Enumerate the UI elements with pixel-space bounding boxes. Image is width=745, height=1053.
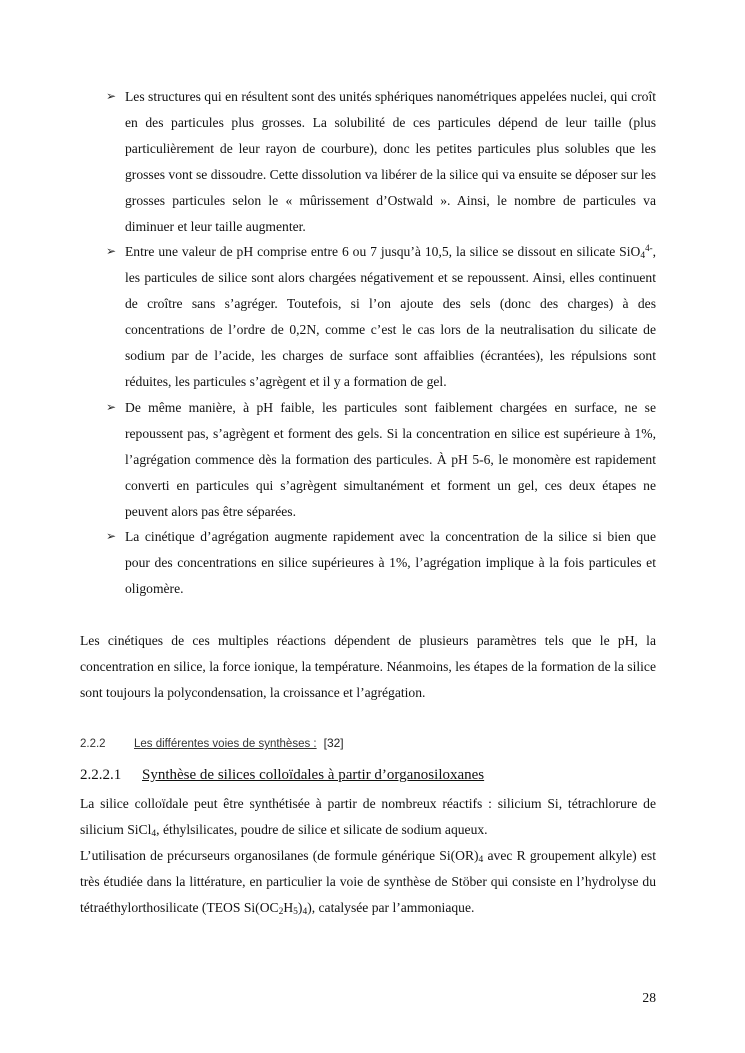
- section-number: 2.2.2: [80, 738, 106, 750]
- subscript: 4: [302, 906, 308, 917]
- list-item: [80, 84, 656, 239]
- subsection-heading-2-2-2-1: [80, 767, 484, 784]
- text-fragment: ), catalysée par l’ammoniaque.: [307, 899, 475, 915]
- subsection-number: 2.2.2.1: [80, 767, 122, 783]
- bullet-text-start: Entre une valeur de pH comprise entre 6 ou 7 jusqu’à 10,5, la silice se dissout en silicate SiO: [125, 244, 641, 260]
- arrow-bullet-icon: ➢: [106, 89, 117, 103]
- text-fragment: La silice colloïdale peut être synthétisée à partir de nombreux réactifs : silicium Si, tétrachlorure de silicium SiCl: [80, 796, 656, 837]
- subscript: 5: [293, 906, 298, 917]
- subscript: 2: [278, 906, 284, 917]
- list-item: [80, 395, 656, 525]
- list-item: [80, 524, 656, 602]
- arrow-bullet-icon: ➢: [106, 399, 117, 414]
- bullet-text: Les structures qui en résultent sont des unités sphériques nanométriques appelées nuclei, qui croît en des particules plus grosses. La solubilité de ces particules dépend de leur taille (plus particulièrement de leur rayon de courbure), donc les petites particules plus solubles que les grosses vont se dissoudre. Cette dissolution va libérer de la silice qui va ensuite se déposer sur les grosses particules selon le « mûrissement d’Ostwald ». Ainsi, le nombre de particules va diminuer et leur taille augmenter.: [125, 89, 656, 234]
- paragraph-colloidal-silica: [80, 791, 656, 843]
- text-fragment: avec R groupement alkyle) est très étudiée dans la littérature, en particulier la voie de synthèse de Stöber qui consiste en l’hydrolyse du tétraéthylorthosilicate (TEOS Si(OC: [80, 848, 656, 915]
- section-title: Les différentes voies de synthèses :: [134, 738, 317, 750]
- bullet-text: La cinétique d’agrégation augmente rapidement avec la concentration de la silice si bien que pour des concentrations en silice supérieures à 1%, l’agrégation implique à la fois particules et oligomère.: [125, 529, 656, 597]
- citation-ref: [32]: [323, 736, 344, 750]
- list-item: [80, 239, 656, 394]
- bullet-list: [80, 84, 656, 602]
- superscript: 4-: [645, 243, 653, 254]
- subscript: 4: [640, 251, 646, 262]
- subscript: 4: [151, 828, 157, 839]
- text-fragment: ): [297, 899, 303, 915]
- arrow-bullet-icon: ➢: [106, 244, 117, 259]
- page-number: 28: [642, 990, 656, 1005]
- bullet-text: De même manière, à pH faible, les particules sont faiblement chargées en surface, ne se repoussent pas, s’agrègent et forment des gels. Si la concentration en silice est supérieure à 1%, l’agrégation commence dès la formation des particules. À pH 5-6, le monomère est rapidement converti en particules qui s’agrègent simultanément et forment un gel, ces deux étapes ne peuvent alors pas être séparées.: [125, 399, 656, 519]
- subsection-title: Synthèse de silices colloïdales à partir d’organosiloxanes: [142, 767, 485, 783]
- paragraph-organosilanes: [80, 843, 656, 921]
- text-fragment: L’utilisation de précurseurs organosilanes (de formule générique Si(OR): [80, 848, 479, 863]
- paragraph-kinetics: Les cinétiques de ces multiples réactions dépendent de plusieurs paramètres tels que le pH, la concentration en silice, la force ionique, la température. Néanmoins, les étapes de la formation de la silice sont toujours la polycondensation, la croissance et l’agrégation.: [80, 633, 656, 700]
- text-fragment: , éthylsilicates, poudre de silice et silicate de sodium aqueux.: [156, 821, 488, 837]
- section-heading-2-2-2: [80, 736, 344, 750]
- bullet-text-end: , les particules de silice sont alors chargées négativement et se repoussent. Ainsi, elles continuent de croître sans s’agréger. Toutefois, si l’on ajoute des sels (donc des charges) à des concentrations de l’ordre de 0,2N, comme c’est le cas lors de la neutralisation du silicate de sodium par de l’acide, les charges de surface sont affaiblies (écrantées), les répulsions sont réduites, les particules s’agrègent et il y a formation de gel.: [125, 244, 656, 389]
- subscript: 4: [478, 855, 484, 865]
- text-fragment: H: [283, 899, 294, 915]
- arrow-bullet-icon: ➢: [106, 529, 117, 544]
